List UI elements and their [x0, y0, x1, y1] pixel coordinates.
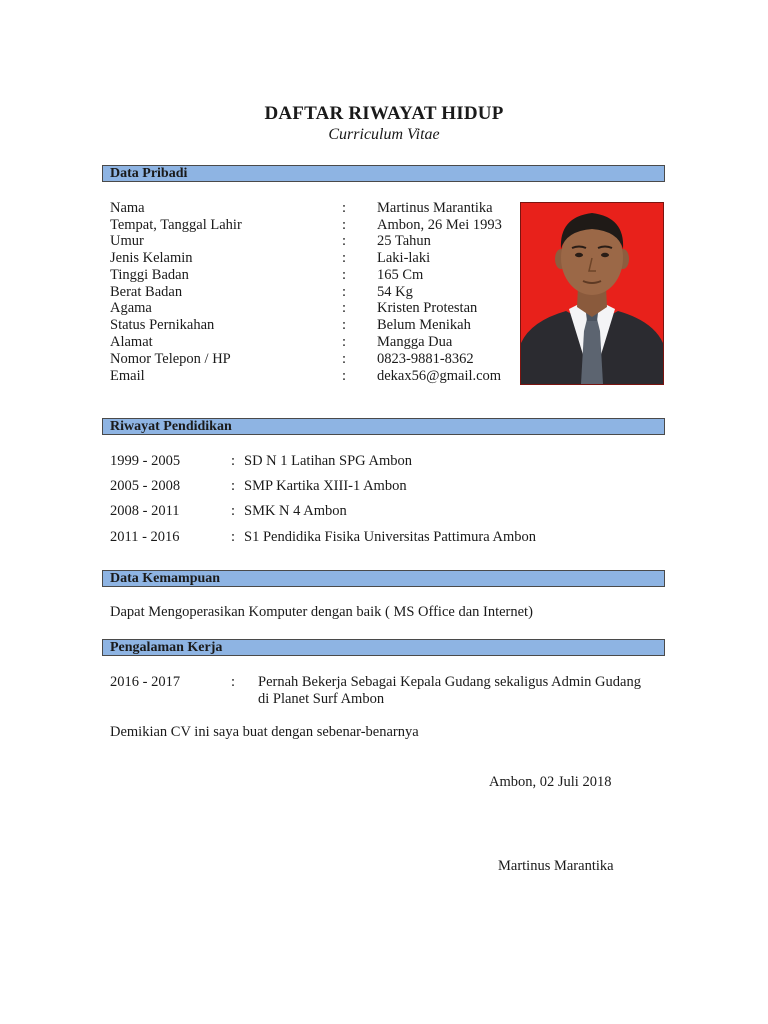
- personal-value: Belum Menikah: [377, 317, 471, 333]
- personal-label: Tinggi Badan: [110, 267, 189, 283]
- separator: :: [342, 317, 347, 333]
- closing-statement: Demikian CV ini saya buat dengan sebenar-benarnya: [110, 724, 419, 740]
- section-title: Pengalaman Kerja: [110, 640, 223, 655]
- personal-value: 0823-9881-8362: [377, 351, 474, 367]
- separator: :: [342, 351, 347, 367]
- work-description-line2: di Planet Surf Ambon: [258, 691, 385, 707]
- personal-value: Kristen Protestan: [377, 300, 478, 316]
- personal-label: Nomor Telepon / HP: [110, 351, 231, 367]
- personal-label: Agama: [110, 300, 152, 316]
- personal-label: Berat Badan: [110, 284, 183, 300]
- separator: :: [231, 478, 236, 494]
- personal-value: dekax56@gmail.com: [377, 368, 502, 384]
- section-header-personal: [102, 165, 665, 182]
- skills-text: Dapat Mengoperasikan Komputer dengan baik ( MS Office dan Internet): [110, 604, 533, 620]
- place-date: Ambon, 02 Juli 2018: [489, 774, 612, 790]
- education-years: 2005 - 2008: [110, 478, 181, 494]
- section-header-skills: [102, 570, 665, 587]
- personal-label: Tempat, Tanggal Lahir: [110, 217, 242, 233]
- section-title: Data Pribadi: [110, 166, 188, 181]
- signature-name: Martinus Marantika: [498, 858, 614, 874]
- work-years: 2016 - 2017: [110, 674, 181, 690]
- personal-value: Mangga Dua: [377, 334, 453, 350]
- education-school: SMP Kartika XIII-1 Ambon: [244, 478, 407, 494]
- separator: :: [342, 250, 347, 266]
- person-portrait-icon: [521, 203, 663, 384]
- personal-value: 25 Tahun: [377, 233, 431, 249]
- separator: :: [342, 300, 347, 316]
- separator: :: [342, 200, 347, 216]
- personal-label: Nama: [110, 200, 145, 216]
- education-years: 2008 - 2011: [110, 503, 180, 519]
- education-school: S1 Pendidika Fisika Universitas Pattimura Ambon: [244, 529, 537, 545]
- education-school: SMK N 4 Ambon: [244, 503, 347, 519]
- education-years: 2011 - 2016: [110, 529, 180, 545]
- personal-label: Status Pernikahan: [110, 317, 215, 333]
- separator: :: [342, 267, 347, 283]
- personal-value: 54 Kg: [377, 284, 413, 300]
- section-title: Riwayat Pendidikan: [110, 419, 232, 434]
- separator: :: [231, 503, 236, 519]
- separator: :: [342, 334, 347, 350]
- education-school: SD N 1 Latihan SPG Ambon: [244, 453, 412, 469]
- separator: :: [342, 233, 347, 249]
- personal-value: Laki-laki: [377, 250, 431, 266]
- separator: :: [342, 368, 347, 384]
- section-title: Data Kemampuan: [110, 571, 221, 586]
- personal-value: Martinus Marantika: [377, 200, 493, 216]
- separator: :: [342, 284, 347, 300]
- page-subtitle: Curriculum Vitae: [328, 126, 440, 143]
- education-years: 1999 - 2005: [110, 453, 181, 469]
- personal-label: Jenis Kelamin: [110, 250, 193, 266]
- separator: :: [231, 529, 236, 545]
- section-header-education: [102, 418, 665, 435]
- profile-photo: [520, 202, 664, 385]
- personal-label: Email: [110, 368, 145, 384]
- personal-label: Umur: [110, 233, 144, 249]
- personal-value: 165 Cm: [377, 267, 424, 283]
- separator: :: [342, 217, 347, 233]
- separator: :: [231, 453, 236, 469]
- page-title: DAFTAR RIWAYAT HIDUP: [264, 103, 504, 124]
- personal-value: Ambon, 26 Mei 1993: [377, 217, 502, 233]
- personal-label: Alamat: [110, 334, 153, 350]
- separator: :: [231, 674, 236, 690]
- work-description-line1: Pernah Bekerja Sebagai Kepala Gudang sekaligus Admin Gudang: [258, 674, 641, 690]
- section-header-work: [102, 639, 665, 656]
